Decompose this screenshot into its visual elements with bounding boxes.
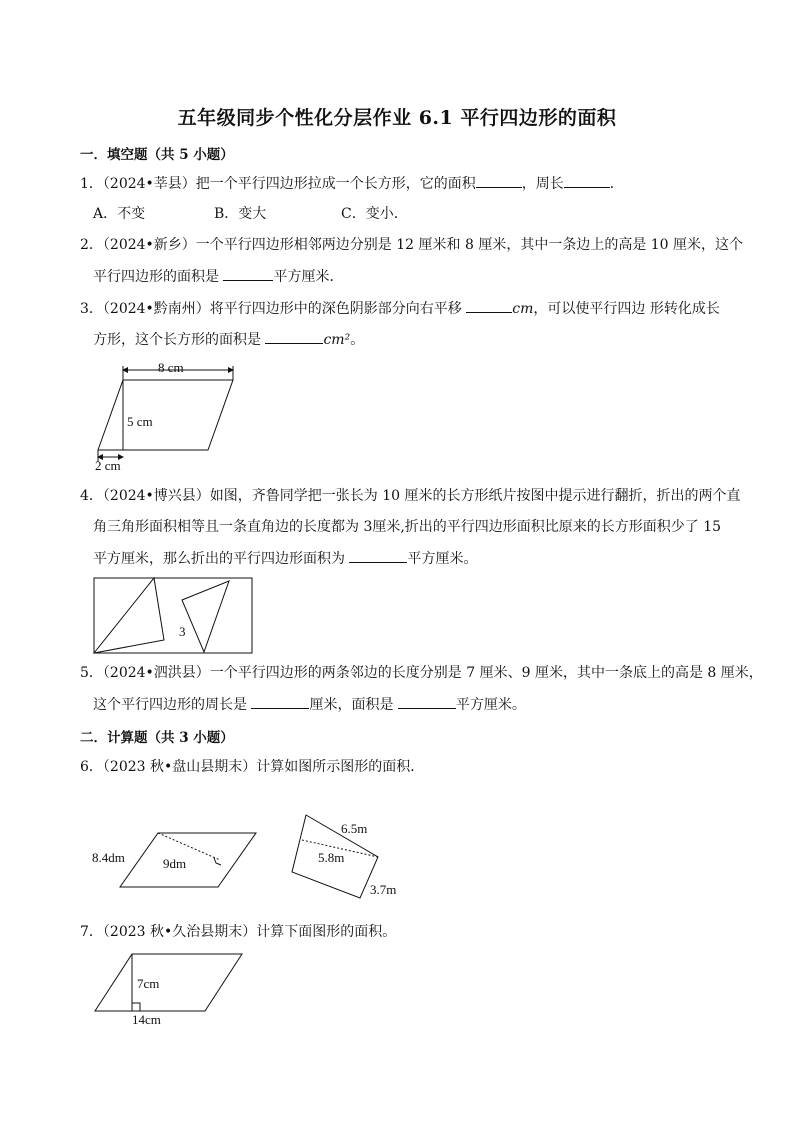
question-5-unit: 平方厘米。 bbox=[455, 697, 526, 713]
answer-blank[interactable] bbox=[223, 266, 273, 281]
question-2-line-2 bbox=[93, 266, 343, 287]
label-3.7m: 3.7m bbox=[370, 882, 397, 897]
q3-parallelogram-figure bbox=[88, 358, 248, 476]
option-a[interactable]: A．不变 bbox=[93, 206, 146, 222]
question-1-end: ． bbox=[609, 176, 624, 192]
right-angle-mark bbox=[132, 1003, 140, 1011]
question-3-text-2: 方形，这个长方形的面积是 bbox=[93, 332, 266, 348]
answer-blank[interactable] bbox=[265, 329, 323, 344]
parallelogram bbox=[95, 954, 242, 1011]
answer-blank[interactable] bbox=[349, 548, 407, 563]
q6-figure-1 bbox=[88, 830, 263, 892]
answer-blank[interactable] bbox=[564, 173, 610, 188]
question-2-line-1: 2．（2024•新乡）一个平行四边形相邻两边分别是 12 厘米和 8 厘米，其中一条边上的高是 10 厘米，这个 bbox=[80, 237, 744, 253]
question-7: 7．（2023 秋•久治县期末）计算下面图形的面积。 bbox=[80, 924, 397, 940]
unit-cm: cm bbox=[512, 301, 534, 317]
label-8.4dm: 8.4dm bbox=[92, 850, 125, 865]
question-4-line-2: 角三角形面积相等且一条直角边的长度都为 3厘米,折出的平行四边形面积比原来的长方形面积少了 15 bbox=[93, 519, 722, 535]
page-title: 五年级同步个性化分层作业 6.1 平行四边形的面积 bbox=[177, 107, 617, 129]
label-5cm: 5 cm bbox=[127, 414, 153, 429]
section-heading-fill-blank: 一．填空题（共 5 小题） bbox=[80, 147, 234, 163]
question-4-line-1: 4．（2024•博兴县）如图，齐鲁同学把一张长为 10 厘米的长方形纸片按图中提示进行翻折，折出的两个直 bbox=[80, 488, 741, 504]
parallelogram bbox=[120, 833, 256, 887]
section-heading-calculation: 二．计算题（共 3 小题） bbox=[80, 730, 234, 746]
answer-blank[interactable] bbox=[251, 694, 309, 709]
question-2-unit: 平方厘米． bbox=[273, 269, 344, 285]
question-4-text: 平方厘米，那么折出的平行四边形面积为 bbox=[93, 551, 350, 567]
answer-blank[interactable] bbox=[398, 694, 456, 709]
question-4-line-3 bbox=[93, 548, 477, 569]
question-5-text-mid: 厘米，面积是 bbox=[309, 697, 398, 713]
label-9dm: 9dm bbox=[163, 856, 187, 871]
question-5-line-2 bbox=[93, 694, 526, 715]
label-2cm: 2 cm bbox=[95, 458, 121, 473]
q6-figure-2 bbox=[288, 812, 408, 904]
question-3-text: 3．（2024•黔南州）将平行四边形中的深色阴影部分向右平移 bbox=[80, 301, 467, 317]
folded-triangle-left bbox=[94, 578, 164, 653]
label-8cm: 8 cm bbox=[158, 360, 184, 375]
folded-triangle-right bbox=[182, 581, 229, 652]
unit-cm2: cm² bbox=[323, 332, 351, 348]
question-5-text: 这个平行四边形的周长是 bbox=[93, 697, 252, 713]
question-3-line-2 bbox=[93, 329, 364, 350]
question-1-text: 1．（2024•莘县）把一个平行四边形拉成一个长方形，它的面积 bbox=[80, 176, 476, 192]
label-3: 3 bbox=[179, 624, 186, 639]
parallelogram bbox=[98, 380, 233, 450]
question-2-text: 平行四边形的面积是 bbox=[93, 269, 224, 285]
q7-figure bbox=[92, 951, 247, 1029]
question-1-mid: ，周长 bbox=[521, 176, 564, 192]
option-c[interactable]: C．变小． bbox=[341, 206, 408, 222]
option-b[interactable]: B．变大 bbox=[214, 206, 267, 222]
label-7cm: 7cm bbox=[137, 976, 160, 991]
question-4-unit: 平方厘米。 bbox=[407, 551, 478, 567]
q4-folded-rectangle-figure bbox=[92, 575, 256, 655]
question-3-end: 。 bbox=[350, 332, 365, 348]
label-6.5m: 6.5m bbox=[341, 821, 368, 836]
answer-blank[interactable] bbox=[466, 298, 512, 313]
question-6: 6．（2023 秋•盘山县期末）计算如图所示图形的面积． bbox=[80, 759, 425, 775]
label-14cm: 14cm bbox=[132, 1012, 161, 1027]
question-3-text-cont: ，可以使平行四边 形转化成长 bbox=[533, 301, 720, 317]
question-3-line-1 bbox=[80, 298, 720, 319]
question-1 bbox=[80, 173, 624, 194]
question-5-line-1: 5．（2024•泗洪县）一个平行四边形的两条邻边的长度分别是 7 厘米、9 厘米，其中一条底上的高是 8 厘米， bbox=[80, 665, 763, 681]
answer-blank[interactable] bbox=[476, 173, 522, 188]
rectangle bbox=[94, 578, 252, 653]
label-5.8m: 5.8m bbox=[318, 850, 345, 865]
